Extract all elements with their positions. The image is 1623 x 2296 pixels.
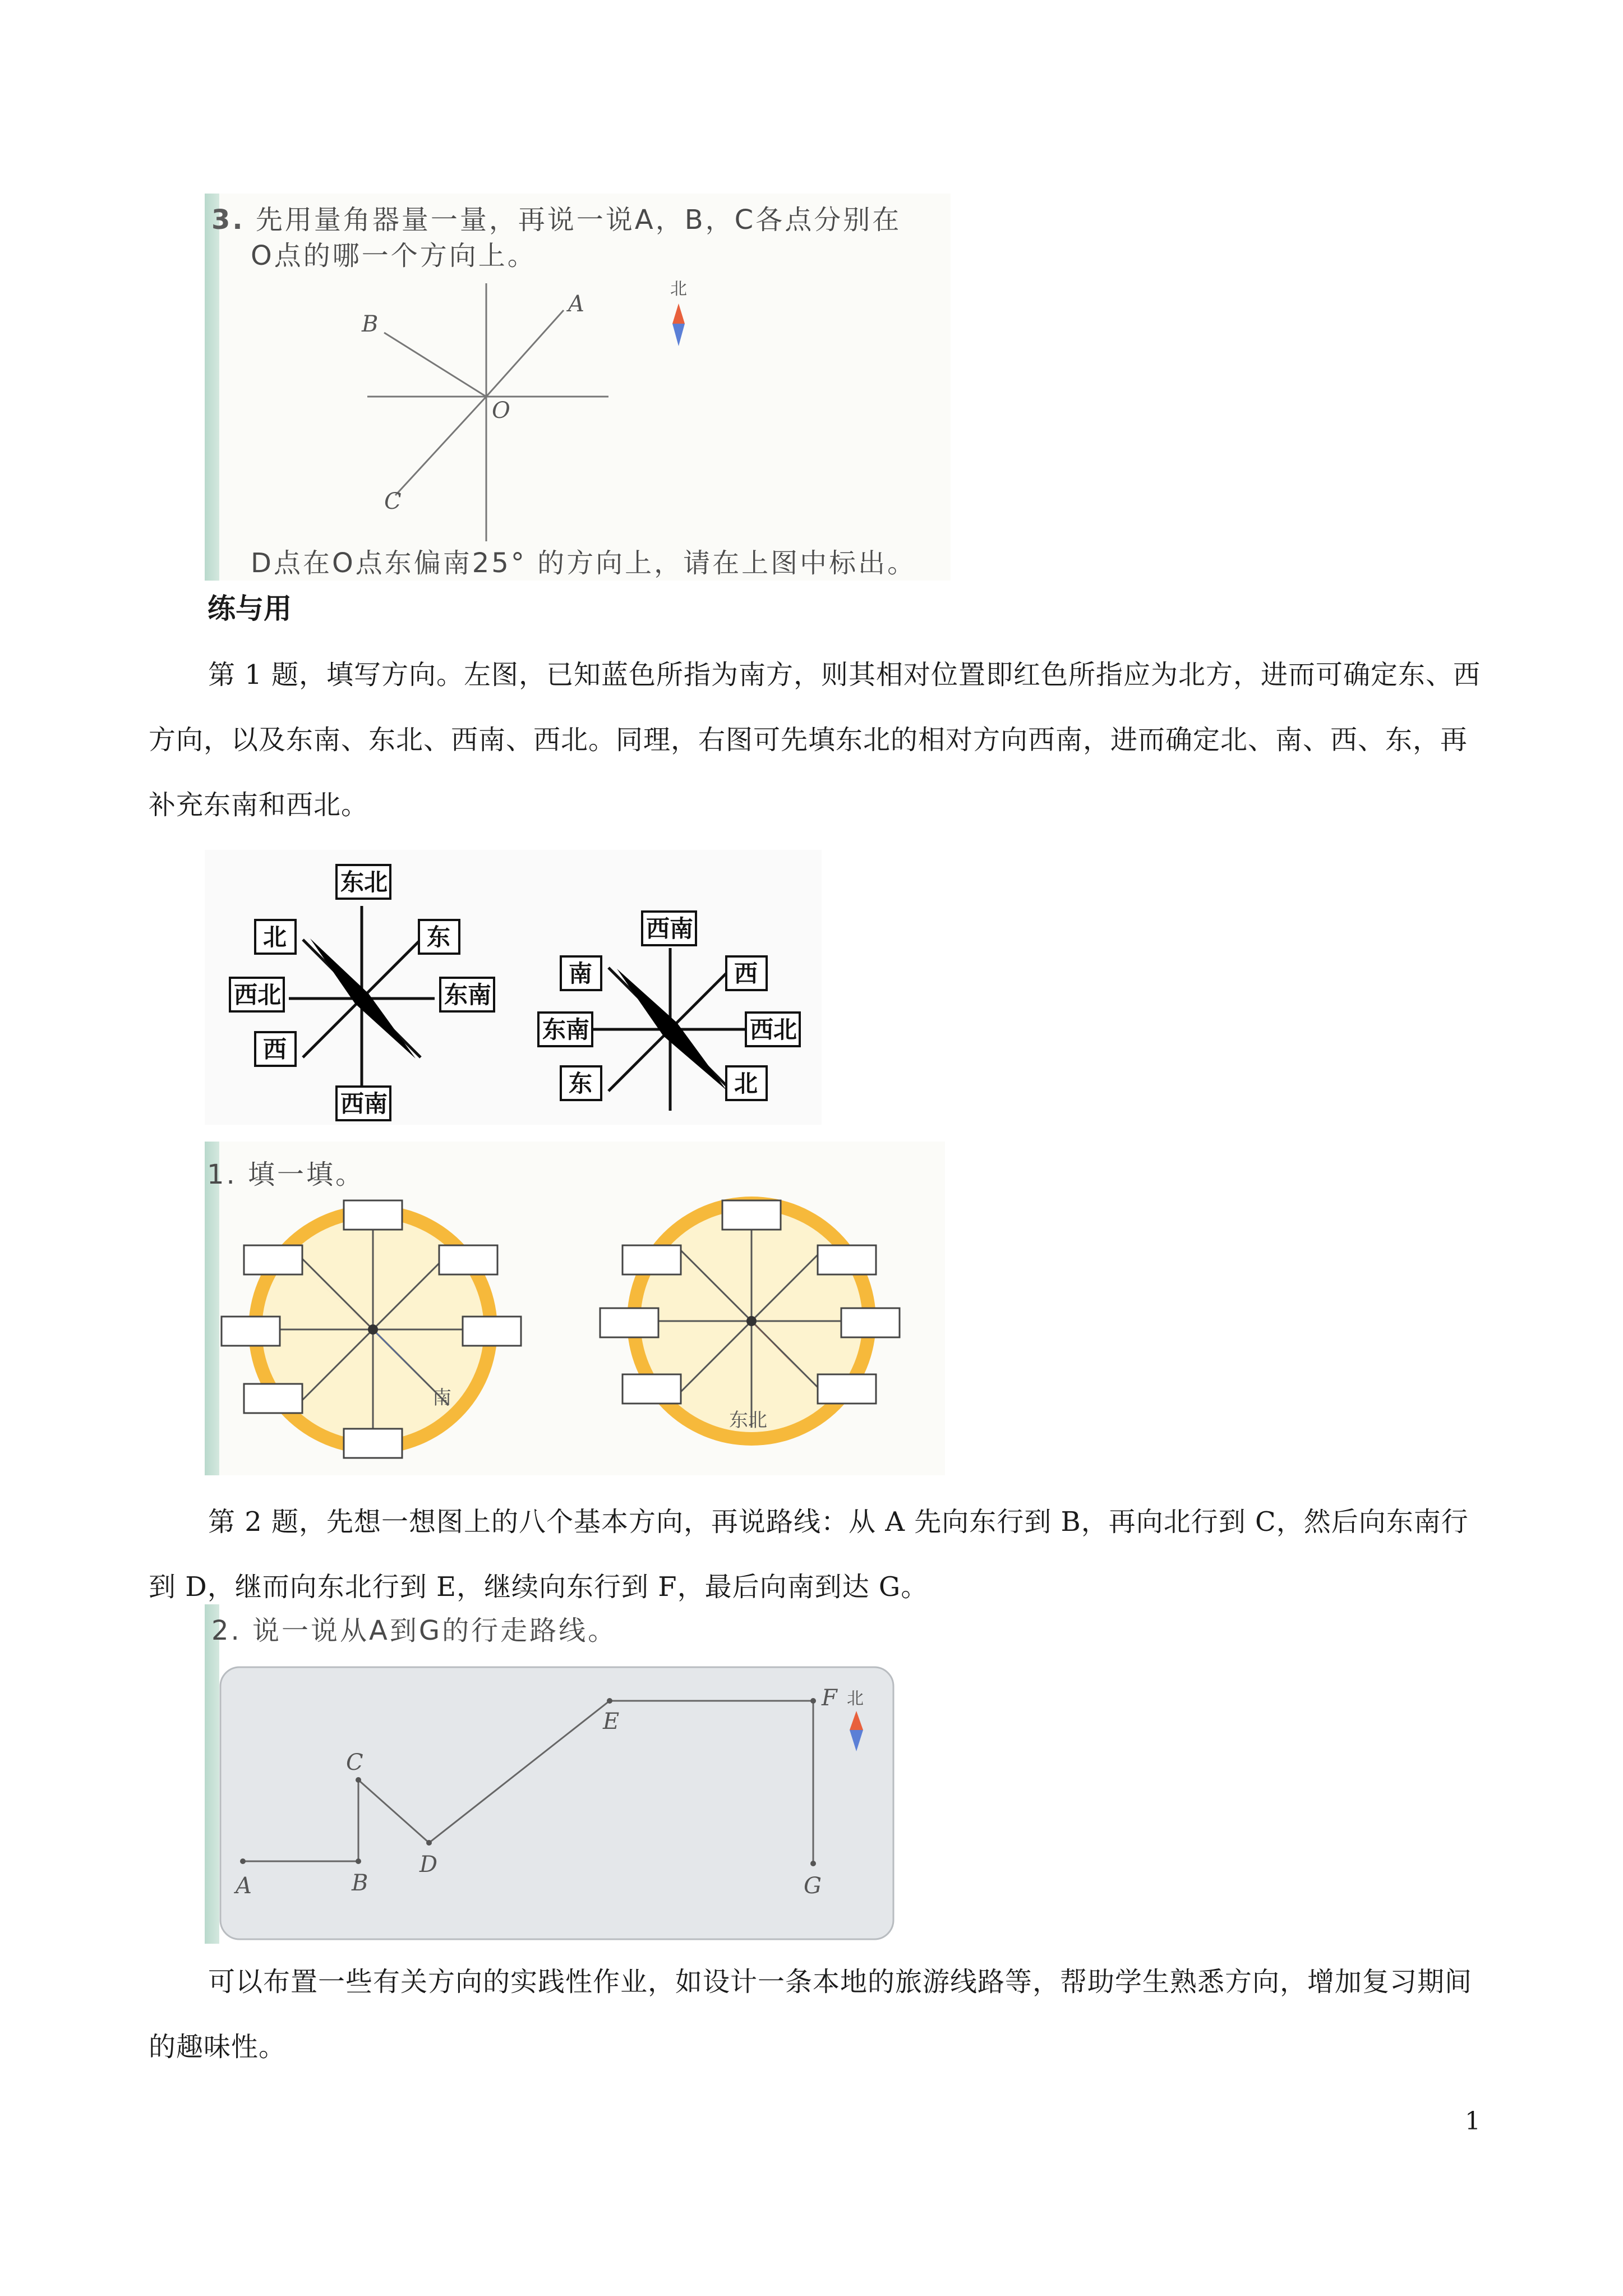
ray-ob: [384, 333, 486, 397]
question-3-number: 3.: [211, 204, 245, 236]
paragraph-1: 第 1 题，填写方向。左图，已知蓝色所指为南方，则其相对位置即红色所指应为北方，进而可确定东、西方向，以及东南、东北、西南、西北。同理，右图可先填东北的相对方向西南，进而确定北、南、西、东，再补充东南和西北。: [149, 659, 1481, 821]
question-3-line2: O点的哪一个方向上。: [251, 240, 537, 272]
angle-diagram: [205, 194, 951, 581]
answer-left-lower-left: 西: [263, 1036, 287, 1063]
question-2-panel: [205, 1604, 900, 1944]
answer-left-upper-right: 东: [427, 923, 451, 951]
right-dial-label: 东北: [729, 1409, 767, 1432]
answer-right-lower-left: 东: [569, 1070, 593, 1097]
paragraph-3: 可以布置一些有关方向的实践性作业，如设计一条本地的旅游线路等，帮助学生熟悉方向，增加复习期间的趣味性。: [149, 1966, 1473, 2063]
compass-south-icon: [672, 324, 685, 346]
fill-in-dials: [205, 1142, 945, 1475]
ray-oc: [395, 397, 486, 495]
route-point-d: D: [419, 1852, 438, 1878]
page-number: 1: [1465, 2107, 1481, 2136]
answer-left-top: 东北: [340, 868, 388, 896]
answer-right-top: 西南: [646, 915, 694, 942]
route-point-f: F: [822, 1685, 837, 1711]
route-point-b: B: [352, 1870, 368, 1896]
question-3-panel: [205, 194, 951, 581]
route-point-a: A: [236, 1873, 252, 1899]
left-dial-label: 南: [432, 1387, 451, 1409]
question-2-title: 2. 说一说从A到G的行走路线。: [211, 1615, 617, 1646]
answer-left-left: 西北: [234, 981, 282, 1009]
answer-right-lower-right: 北: [734, 1070, 758, 1097]
answer-left-bottom: 西南: [340, 1090, 388, 1117]
question-3-text: 先用量角器量一量，再说一说A，B，C各点分别在: [255, 204, 902, 236]
paragraph-2: 第 2 题，先想一想图上的八个基本方向，再说路线：从 A 先向东行到 B，再向北行到 C，然后向东南行到 D，继而向东北行到 E，继续向东行到 F，最后向南到达 G。: [149, 1506, 1469, 1603]
answer-right-upper-right: 西: [734, 960, 758, 987]
answer-left-upper-left: 北: [263, 923, 287, 951]
route-point-e: E: [603, 1709, 620, 1734]
answer-right-right: 西北: [750, 1016, 797, 1043]
ray-oa: [486, 310, 564, 397]
route-north-label: 北: [847, 1689, 864, 1709]
point-a-label: A: [568, 291, 584, 317]
answer-left-right: 东南: [444, 981, 492, 1009]
point-o-label: O: [492, 398, 510, 424]
route-diagram: [205, 1604, 900, 1944]
answer-diagrams: [205, 850, 822, 1125]
point-c-label: C: [384, 489, 402, 514]
answer-right-left: 东南: [542, 1016, 590, 1043]
compass-north-icon: [672, 303, 685, 324]
question-1-panel: [205, 1142, 945, 1475]
section-heading: 练与用: [208, 592, 292, 625]
question-1-title: 1. 填一填。: [207, 1159, 365, 1190]
question-3-footer: D点在O点东偏南25° 的方向上，请在上图中标出。: [251, 547, 917, 579]
north-label: 北: [670, 279, 687, 299]
route-point-c: C: [346, 1750, 363, 1775]
route-point-g: G: [804, 1873, 822, 1899]
point-b-label: B: [362, 311, 379, 337]
answer-right-upper-left: 南: [569, 960, 593, 987]
